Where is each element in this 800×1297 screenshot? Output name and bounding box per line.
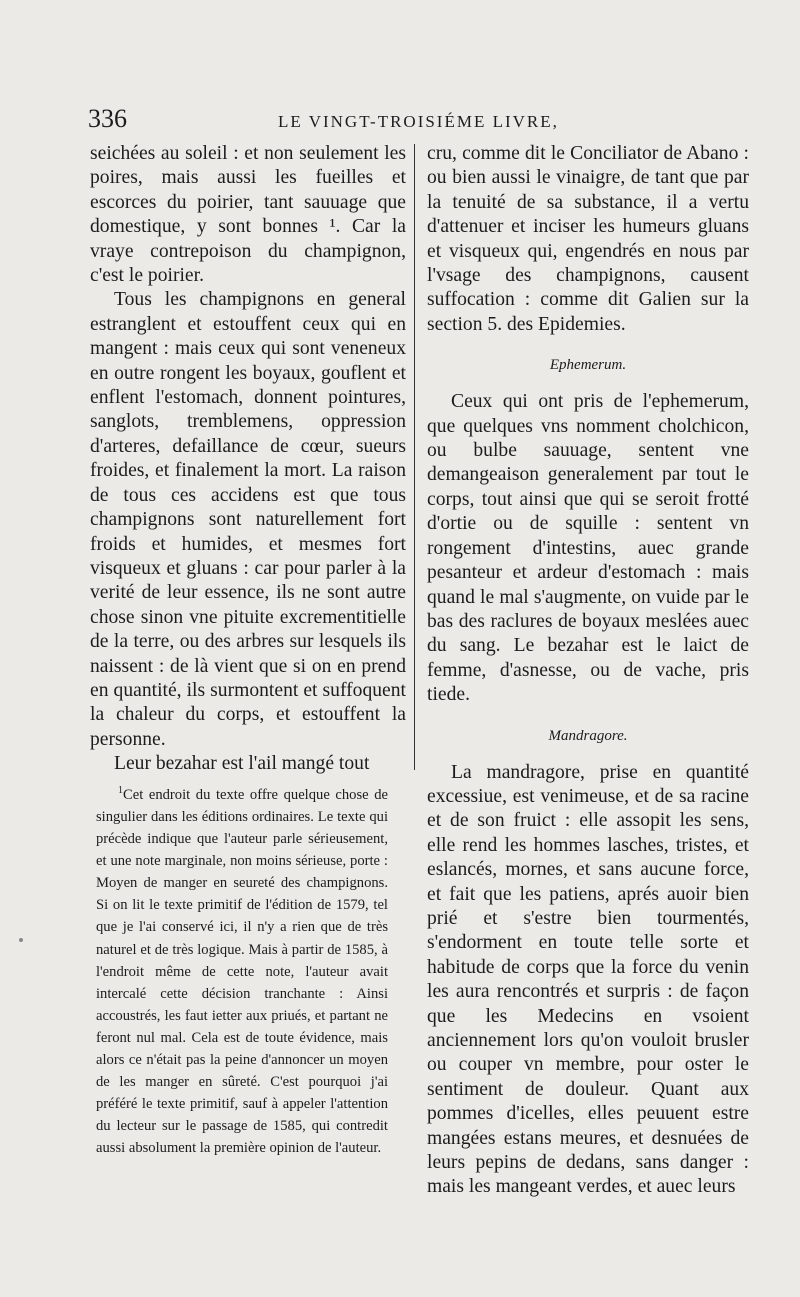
footnote-text	[96, 780, 388, 1159]
scan-artifact-dot	[19, 938, 23, 942]
footnote	[96, 780, 388, 1159]
left-paragraph: seichées au soleil : et non seulement les poires, mais aussi les fueilles et escorces du poirier, tant sauuage que domestique, y sont bonnes ¹. Car la vraye contrepoison du champignon, c'est le poirier.	[90, 143, 406, 287]
section-text-mandragore: La mandragore, prise en quantité excessiue, est venimeuse, et de sa racine et de son fruict : elle assopit les sens, elle rend les hommes lasches, tristes, et eslancés, mornes, et sans aucune force, et fait que les patiens, aprés auoir bien prié et s'estre bien tourmentés, s'endorment en toute telle sorte et habitude de corps que la force du venin les aura rencontrés et surpris : de façon que les Medecins en vsoient anciennement lors qu'on vouloit brusler ou couper vn membre, pour oster le sentiment de douleur. Quant aux pommes d'icelles, elles peuuent estre mangées estans meures, et desnuées de leurs pepins de dedans, sans danger : mais les mangeant verdes, et auec leurs	[427, 761, 749, 1198]
column-divider	[414, 144, 415, 770]
running-head	[88, 104, 748, 136]
page-number: 336	[88, 104, 127, 133]
section-text-ephemerum: Ceux qui ont pris de l'ephemerum, que quelques vns nomment cholchicon, ou bulbe sauuage, sentent vne demangeaison generalement par tout le corps, tout ainsi que qui se seroit frotté d'ortie ou de squille : sentent vn rongement d'intestins, auec grande pesanteur et ardeur d'estomach : mais quand le mal s'augmente, on vuide par le bas des raclures de boyaux meslées auec du sang. Le bezahar est le laict de femme, d'asnesse, ou de vache, pris tiede.	[427, 391, 749, 706]
left-paragraph: Leur bezahar est l'ail mangé tout	[114, 753, 370, 775]
section-title-ephemerum: Ephemerum.	[549, 357, 627, 374]
section-title-mandragore: Mandragore.	[548, 727, 628, 744]
right-column	[427, 142, 749, 1200]
left-column	[90, 142, 406, 777]
left-paragraph: Tous les champignons en general estranglent et estouffent ceux qui en mangent : mais ceux qui sont veneneux en outre rongent les boyaux, gouflent et enflent l'estomach, donnent pointures, sanglots, tremblemens, oppression d'arteres, defaillance de cœur, sueurs froides, et finalement la mort. La raison de tous ces accidens est que tous champignons sont naturellement fort froids et humides, et mesmes fort visqueux et gluans : car pour parler à la verité de leur essence, ils ne sont autre chose sinon vne pituite excrementitielle de la terre, ou des arbres sur lesquels ils naissent : de là vient que si on en prend en quantité, ils surmontent et suffoquent la chaleur du corps, et estouffent la personne.	[90, 289, 406, 750]
running-title: LE VINGT-TROISIÉME LIVRE,	[278, 112, 559, 131]
footnote-marker: 1	[118, 785, 123, 796]
right-intro-paragraph: cru, comme dit le Conciliator de Abano : ou bien aussi le vinaigre, de tant que par la tenuité de sa substance, il a vertu d'attenuer et inciser les humeurs gluans et visqueux qui, engendrés en nous par l'vsage des champignons, causent suffocation : comme dit Galien sur la section 5. des Epidemies.	[427, 143, 749, 335]
footnote-body: Cet endroit du texte offre quelque chose de singulier dans les éditions ordinaires. Le texte qui précède indique que l'auteur parle sérieusement, et une note marginale, non moins sérieuse, porte : Moyen de manger en seureté des champignons. Si on lit le texte primitif de l'édition de 1579, tel que je l'ai conservé ici, il n'y a rien que de très naturel et de très logique. Mais à partir de 1585, à l'endroit même de cette note, l'auteur avait intercalé cette décision tranchante : Ainsi accoustrés, les faut ietter aux priués, et partant ne feront nul mal. Cela est de toute évidence, mais alors ce n'était pas la peine d'annoncer un moyen de les manger en sûreté. C'est pourquoi j'ai préféré le texte primitif, sauf à appeler l'attention du lecteur sur le passage de 1585, qui contredit aussi absolument la première opinion de l'auteur.	[96, 786, 388, 1157]
